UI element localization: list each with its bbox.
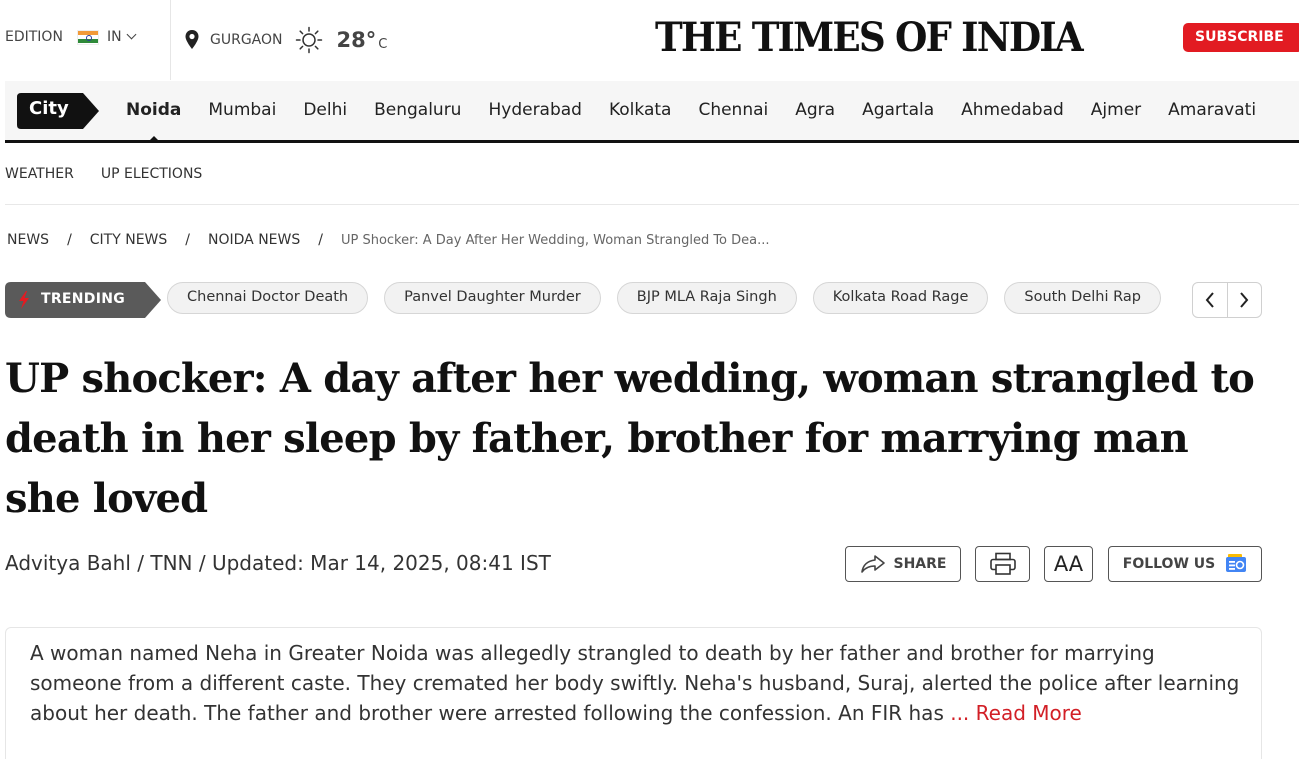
city-nav-item-agartala[interactable]: Agartala: [862, 100, 935, 120]
location-name: GURGAON: [210, 32, 283, 48]
chevron-right-icon: [1239, 292, 1249, 308]
share-button[interactable]: [845, 546, 961, 582]
sub-nav-item[interactable]: WEATHER: [5, 166, 74, 182]
breadcrumb-separator: /: [67, 232, 72, 248]
divider: [170, 0, 171, 80]
weather-widget[interactable]: [184, 26, 387, 54]
print-button[interactable]: [975, 546, 1030, 582]
trending-scroll-controls: [1192, 282, 1262, 318]
trending-topic-pill[interactable]: Chennai Doctor Death: [167, 282, 368, 314]
trending-topic-pill[interactable]: Panvel Daughter Murder: [384, 282, 601, 314]
city-nav-item-ahmedabad[interactable]: Ahmedabad: [961, 100, 1064, 120]
google-news-icon: [1225, 554, 1247, 574]
city-nav-item-ajmer[interactable]: Ajmer: [1090, 100, 1142, 120]
follow-us-label: FOLLOW US: [1122, 556, 1216, 572]
sub-nav: [5, 166, 229, 182]
city-nav-item-agra[interactable]: Agra: [795, 100, 836, 120]
top-bar: [0, 0, 1299, 80]
city-nav-item-hyderabad[interactable]: Hyderabad: [488, 100, 582, 120]
trending-bolt-icon: [18, 291, 30, 309]
follow-us-button[interactable]: [1108, 546, 1262, 582]
trending-tag: [5, 282, 161, 318]
chevron-down-icon: [126, 29, 136, 39]
city-nav-item-delhi[interactable]: Delhi: [303, 100, 348, 120]
article-headline: UP shocker: A day after her wedding, woman strangled to death in her sleep by father, brother for marrying man she loved: [5, 355, 1255, 522]
chevron-left-icon: [1205, 292, 1215, 308]
breadcrumb-separator: /: [185, 232, 191, 248]
trending-topics: [167, 282, 1173, 318]
city-nav-item-kolkata[interactable]: Kolkata: [608, 100, 672, 120]
article-summary-box: [5, 627, 1262, 759]
article-byline: Advitya Bahl / TNN / Updated: Mar 14, 2025, 08:41 IST: [5, 551, 551, 575]
breadcrumb-item[interactable]: CITY NEWS: [89, 232, 168, 248]
breadcrumb-separator: /: [318, 232, 323, 248]
city-nav: [5, 81, 1299, 143]
read-more-link[interactable]: ... Read More: [950, 701, 1082, 725]
breadcrumb-current: UP Shocker: A Day After Her Wedding, Woman Strangled To Dea...: [340, 233, 770, 248]
city-nav-item-amaravati[interactable]: Amaravati: [1168, 100, 1257, 120]
scroll-right-button[interactable]: [1227, 283, 1262, 317]
share-label: SHARE: [893, 556, 947, 572]
divider: [5, 204, 1299, 205]
article-summary: [30, 638, 1240, 728]
temperature-value: 28°: [336, 28, 377, 52]
india-flag-icon: [77, 30, 99, 45]
printer-icon: [989, 552, 1017, 576]
city-tag-label: City: [29, 98, 69, 119]
edition-code: IN: [106, 29, 122, 45]
subscribe-button[interactable]: SUBSCRIBE: [1183, 23, 1299, 52]
breadcrumb-item[interactable]: NOIDA NEWS: [208, 232, 301, 248]
city-nav-item-noida[interactable]: Noida: [126, 100, 182, 120]
breadcrumb: [7, 232, 770, 248]
sub-nav-item[interactable]: UP ELECTIONS: [100, 166, 203, 182]
share-arrow-icon: [860, 554, 886, 574]
trending-topic-pill[interactable]: Kolkata Road Rage: [813, 282, 989, 314]
city-list: [126, 100, 1283, 120]
city-tag: [17, 93, 99, 129]
trending-topic-pill[interactable]: BJP MLA Raja Singh: [617, 282, 797, 314]
scroll-left-button[interactable]: [1193, 283, 1227, 317]
edition-label: EDITION: [5, 29, 63, 45]
location-pin-icon: [184, 29, 200, 51]
edition-selector[interactable]: [5, 29, 135, 45]
trending-topic-pill[interactable]: South Delhi Rap: [1004, 282, 1161, 314]
font-size-button[interactable]: AA: [1044, 546, 1093, 582]
sun-icon: [295, 26, 323, 54]
city-nav-item-chennai[interactable]: Chennai: [698, 100, 769, 120]
temperature-unit: C: [378, 36, 388, 52]
breadcrumb-item[interactable]: NEWS: [7, 232, 50, 248]
summary-text: A woman named Neha in Greater Noida was allegedly strangled to death by her father and brother for marrying someone from a different caste. They cremated her body swiftly. Neha's husband, Suraj, alerted the police after learning about her death. The father and brother were arrested following the confession. An FIR has: [30, 641, 1240, 725]
trending-label: TRENDING: [41, 291, 126, 307]
city-nav-item-bengaluru[interactable]: Bengaluru: [374, 100, 462, 120]
site-logo[interactable]: THE TIMES OF INDIA: [655, 14, 1082, 61]
city-nav-item-mumbai[interactable]: Mumbai: [208, 100, 277, 120]
